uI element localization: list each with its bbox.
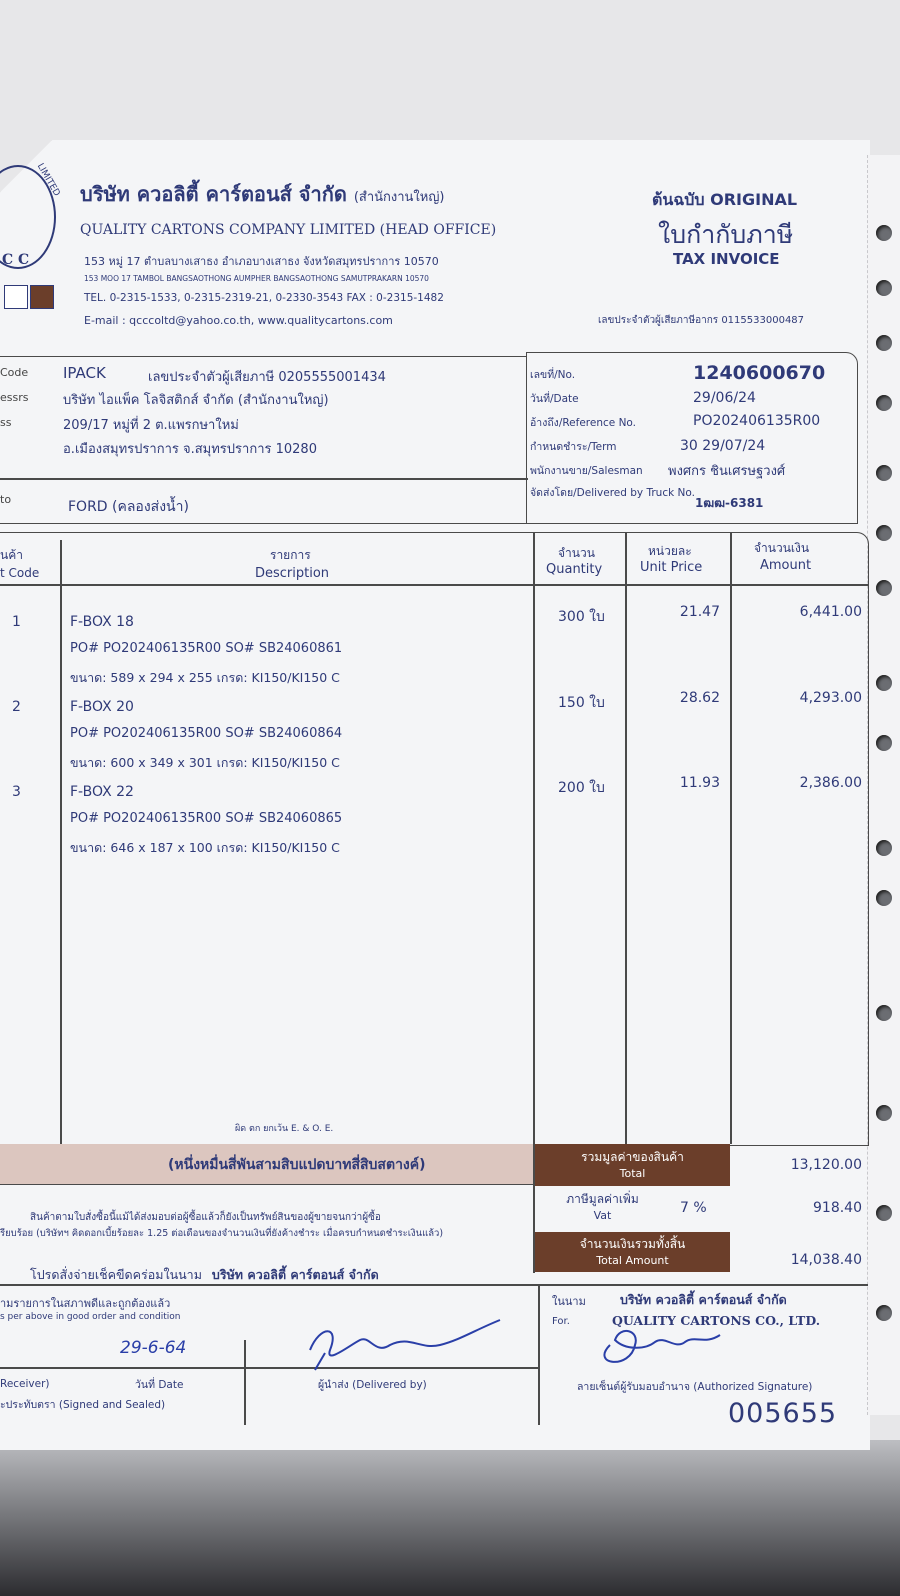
- item-name: F-BOX 22: [70, 784, 134, 800]
- company-branch: (สำนักงานใหญ่): [353, 190, 445, 205]
- for-company-th: บริษัท ควอลิตี้ คาร์ตอนส์ จำกัด: [620, 1292, 787, 1307]
- col-divider: [244, 1340, 246, 1425]
- feed-hole: [876, 225, 892, 241]
- salesman: พงศกร ชินเศรษฐวงศ์: [668, 464, 786, 479]
- col-divider: [533, 1144, 535, 1273]
- vat-rate: 7 %: [680, 1200, 707, 1216]
- company-phone: TEL. 0-2315-1533, 0-2315-2319-21, 0-2330-3543 FAX : 0-2315-1482: [84, 292, 444, 304]
- header-amount-en: Amount: [760, 558, 812, 573]
- total-label: [535, 1144, 730, 1186]
- customer-address-2: อ.เมืองสมุทรปราการ จ.สมุทรปราการ 10280: [63, 442, 317, 457]
- vat-label-en: Vat: [593, 1209, 612, 1222]
- cheque-label: โปรดสั่งจ่ายเช็คขีดคร่อมในนาม: [30, 1267, 202, 1282]
- feed-hole: [876, 1005, 892, 1021]
- company-address-en: 153 MOO 17 TAMBOL BANGSAOTHONG AUMPHER BANGSAOTHONG SAMUTPRAKARN 10570: [84, 274, 429, 283]
- feed-hole: [876, 675, 892, 691]
- item-unit-price: 21.47: [679, 604, 720, 620]
- reference-no: PO202406135R00: [693, 413, 821, 429]
- item-qty: 150 ใบ: [558, 695, 605, 711]
- amount-in-words: (หนึ่งหมื่นสี่พันสามสิบแปดบาทสี่สิบสตางค์): [168, 1157, 426, 1173]
- item-name: F-BOX 18: [70, 614, 134, 630]
- ship-to-label: to: [0, 493, 12, 506]
- certification-icon: [4, 285, 28, 309]
- truck-no: 1ฒฒ-6381: [695, 496, 764, 510]
- received-th: ามรายการในสภาพดีและถูกต้องแล้ว: [0, 1297, 171, 1310]
- divider: [0, 1367, 244, 1369]
- invoice-no: 1240600670: [693, 362, 826, 384]
- company-name-en: QUALITY CARTONS COMPANY LIMITED (HEAD OFFICE): [80, 222, 497, 238]
- col-divider: [538, 1286, 540, 1425]
- item-size: ขนาด: 600 x 349 x 301 เกรด: KI150/KI150 C: [70, 755, 340, 770]
- original-label: ต้นฉบับ ORIGINAL: [652, 190, 798, 209]
- reference-label: อ้างถึง/Reference No.: [530, 417, 636, 429]
- item-amount: 6,441.00: [799, 604, 862, 620]
- authorized-signature: [590, 1320, 730, 1370]
- logo-ring-text: LIMITED: [34, 161, 62, 199]
- company-email: E-mail : qcccoltd@yahoo.co.th, www.qualitycartons.com: [84, 314, 393, 327]
- received-date-handwritten: 29-6-64: [120, 1338, 187, 1358]
- total-label-th: รวมมูลค่าของสินค้า: [581, 1150, 684, 1164]
- divider: [0, 478, 528, 480]
- vat-value: 918.40: [813, 1200, 862, 1216]
- customer-tax-id: เลขประจำตัวผู้เสียภาษี 0205555001434: [148, 370, 386, 385]
- item-unit-price: 28.62: [679, 690, 720, 706]
- grand-total-label-th: จำนวนเงินรวมทั้งสิ้น: [579, 1237, 686, 1251]
- item-amount: 2,386.00: [799, 775, 862, 791]
- for-company-en: QUALITY CARTONS CO., LTD.: [612, 1313, 821, 1328]
- award-icon: [30, 285, 54, 309]
- feed-hole: [876, 525, 892, 541]
- for-label-th: ในนาม: [552, 1295, 586, 1308]
- header-qty-en: Quantity: [546, 562, 603, 577]
- term-value: 30 29/07/24: [680, 438, 766, 454]
- invoice-no-label: เลขที่/No.: [530, 369, 576, 381]
- table-header-divider: [0, 584, 868, 586]
- received-en: s per above in good order and condition: [0, 1312, 181, 1322]
- term-label: กำหนดชำระ/Term: [530, 441, 617, 453]
- row-number: 3: [12, 784, 21, 800]
- header-code-th: นค้า: [0, 548, 23, 562]
- background-surface: [0, 1440, 900, 1596]
- delivery-signature: [300, 1315, 510, 1375]
- item-po: PO# PO202406135R00 SO# SB24060861: [70, 641, 343, 656]
- item-unit-price: 11.93: [679, 775, 720, 791]
- header-qty-th: จำนวน: [558, 546, 595, 560]
- feed-hole: [876, 1305, 892, 1321]
- feed-hole: [876, 395, 892, 411]
- company-name-th: บริษัท ควอลิตี้ คาร์ตอนส์ จำกัด (สำนักงานใหญ่): [80, 182, 445, 206]
- feed-hole: [876, 735, 892, 751]
- vat-label-th: ภาษีมูลค่าเพิ่ม: [566, 1192, 639, 1206]
- feed-hole: [876, 840, 892, 856]
- logo-text: C C: [2, 252, 30, 268]
- item-po: PO# PO202406135R00 SO# SB24060865: [70, 811, 343, 826]
- address-label: ss: [0, 416, 12, 429]
- customer-code: IPACK: [63, 364, 106, 382]
- col-divider: [533, 532, 535, 1144]
- truck-label: จัดส่งโดย/Delivered by Truck No.: [530, 487, 695, 499]
- receiver-label: Receiver): [0, 1378, 50, 1390]
- code-label: Code: [0, 366, 29, 379]
- customer-name: บริษัท ไอแพ็ค โลจิสติกส์ จำกัด (สำนักงานใหญ่): [63, 393, 329, 408]
- grand-total-label-en: Total Amount: [596, 1254, 669, 1267]
- item-qty: 300 ใบ: [558, 609, 605, 625]
- eoe-note: ผิด ตก ยกเว้น E. & O. E.: [235, 1124, 334, 1134]
- feed-hole: [876, 335, 892, 351]
- header-code-en: t Code: [0, 566, 40, 580]
- salesman-label: พนักงานขาย/Salesman: [530, 465, 643, 477]
- invoice-date: 29/06/24: [693, 390, 756, 406]
- feed-hole: [876, 1205, 892, 1221]
- grand-total-value: 14,038.40: [790, 1252, 862, 1268]
- feed-hole: [876, 580, 892, 596]
- date-label: วันที่ Date: [135, 1379, 184, 1391]
- feed-hole: [876, 1105, 892, 1121]
- col-divider: [60, 540, 62, 1144]
- item-po: PO# PO202406135R00 SO# SB24060864: [70, 726, 343, 741]
- delivered-by-label: ผู้นำส่ง (Delivered by): [318, 1379, 427, 1391]
- item-size: ขนาด: 646 x 187 x 100 เกรด: KI150/KI150 C: [70, 840, 340, 855]
- authorized-label: ลายเซ็นต์ผู้รับมอบอำนาจ (Authorized Signature): [577, 1381, 813, 1393]
- total-label-en: Total: [619, 1167, 646, 1180]
- doc-title-th: ใบกำกับภาษี: [658, 220, 794, 249]
- header-price-th: หน่วยละ: [648, 544, 692, 558]
- header-amount-th: จำนวนเงิน: [754, 541, 810, 555]
- item-amount: 4,293.00: [799, 690, 862, 706]
- item-name: F-BOX 20: [70, 699, 134, 715]
- messrs-label: essrs: [0, 391, 29, 404]
- header-desc-th: รายการ: [270, 548, 311, 562]
- cheque-note: [30, 1265, 379, 1285]
- invoice-date-label: วันที่/Date: [530, 393, 579, 405]
- col-divider: [625, 532, 627, 1144]
- header-price-en: Unit Price: [640, 560, 703, 575]
- header-desc-en: Description: [255, 566, 330, 581]
- serial-number: 005655: [728, 1398, 838, 1429]
- note-line-2: รียบร้อย (บริษัทฯ คิดดอกเบี้ยร้อยละ 1.25 ต่อเดือนของจำนวนเงินที่ยังค้างชำระ เมื่อครบกำหนดชำระเงินแล้ว): [0, 1228, 444, 1239]
- cheque-company: บริษัท ควอลิตี้ คาร์ตอนส์ จำกัด: [211, 1267, 379, 1282]
- for-label-en: For.: [552, 1316, 570, 1327]
- company-tax-id: เลขประจำตัวผู้เสียภาษีอากร 0115533000487: [598, 315, 805, 326]
- col-divider: [730, 532, 732, 1144]
- grand-total-label: [535, 1232, 730, 1272]
- row-number: 1: [12, 614, 21, 630]
- feed-hole: [876, 890, 892, 906]
- ship-to: FORD (คลองส่งน้ำ): [68, 499, 189, 515]
- item-qty: 200 ใบ: [558, 780, 605, 796]
- note-line-1: สินค้าตามใบสั่งซื้อนี้แม้ได้ส่งมอบต่อผู้ซื้อแล้วก็ยังเป็นทรัพย์สินของผู้ขายจนกว่าผู้ซื้อ: [30, 1212, 381, 1223]
- sealed-label: ะประทับตรา (Signed and Sealed): [0, 1399, 166, 1411]
- feed-hole: [876, 465, 892, 481]
- customer-address-1: 209/17 หมู่ที่ 2 ต.แพรกษาใหม่: [63, 418, 239, 433]
- total-value: 13,120.00: [790, 1157, 862, 1173]
- doc-title-en: TAX INVOICE: [673, 250, 780, 268]
- row-number: 2: [12, 699, 21, 715]
- tractor-feed-strip: [867, 155, 900, 1415]
- feed-hole: [876, 280, 892, 296]
- company-address-th: 153 หมู่ 17 ตำบลบางเสาธง อำเภอบางเสาธง จังหวัดสมุทรปราการ 10570: [84, 255, 439, 268]
- item-size: ขนาด: 589 x 294 x 255 เกรด: KI150/KI150 C: [70, 670, 340, 685]
